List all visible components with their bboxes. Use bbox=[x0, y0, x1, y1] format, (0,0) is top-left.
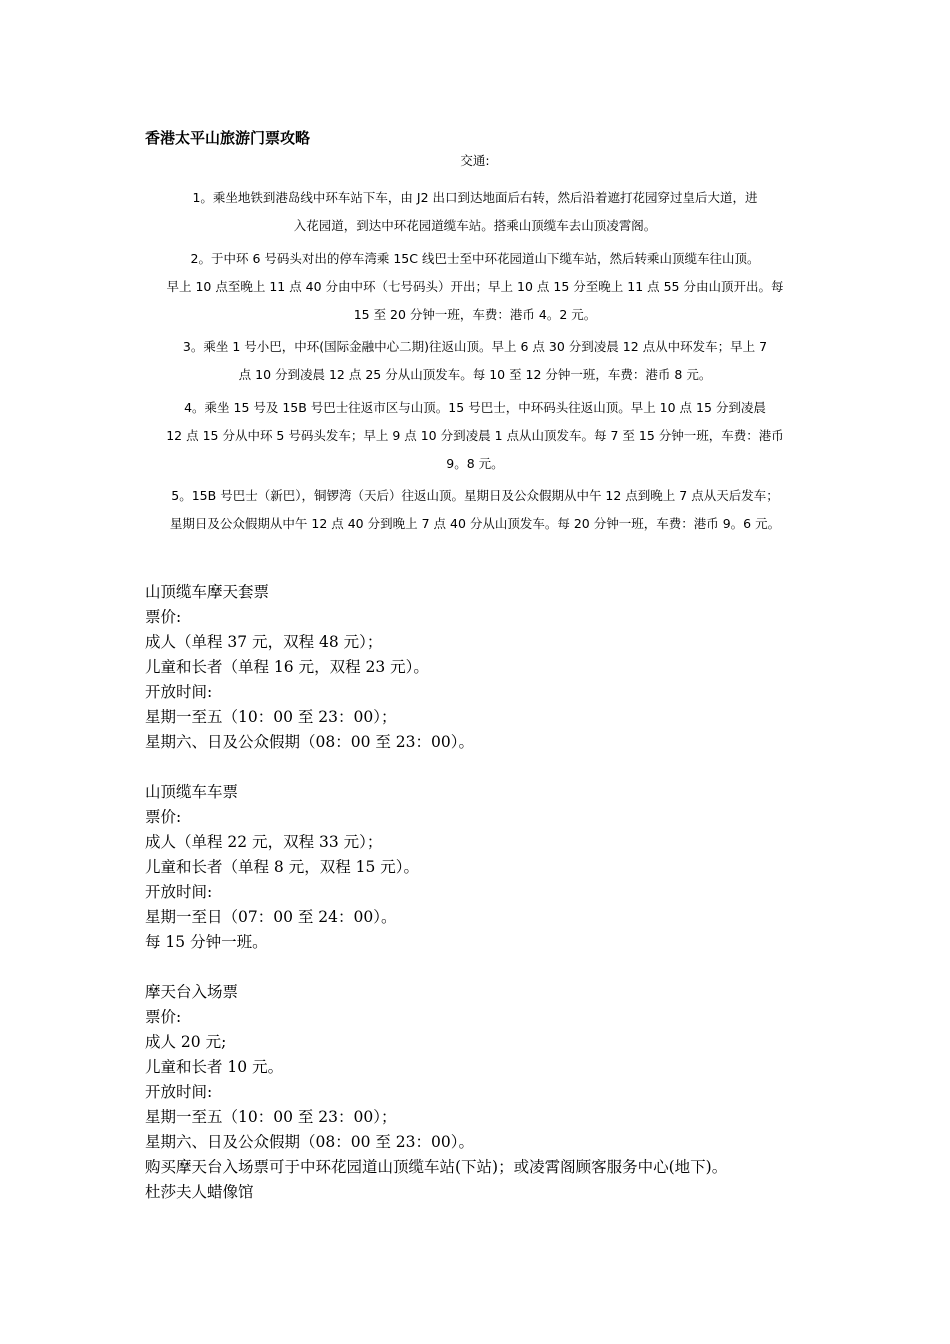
text-line: 儿童和长者（单程 8 元，双程 15 元）。 bbox=[145, 858, 420, 876]
section-heading: 山顶缆车车票 bbox=[145, 783, 239, 801]
text-line: 儿童和长者 10 元。 bbox=[145, 1058, 284, 1076]
text-line: 儿童和长者（单程 16 元，双程 23 元）。 bbox=[145, 658, 429, 676]
text-line: 杜莎夫人蜡像馆 bbox=[145, 1183, 254, 1201]
transport-item-1 bbox=[140, 184, 810, 240]
text-line: 4。乘坐 15 号及 15B 号巴士往返市区与山顶。15 号巴士，中环码头往返山顶。早上 10 点 15 分到凌晨 bbox=[184, 400, 766, 415]
text-line: 3。乘坐 1 号小巴，中环(国际金融中心二期)往返山顶。早上 6 点 30 分到凌晨 12 点从中环发车；早上 7 bbox=[182, 339, 768, 354]
text-line: 2。于中环 6 号码头对出的停车湾乘 15C 线巴士至中环花园道山下缆车站，然后转乘山顶缆车往山顶。 bbox=[190, 251, 760, 266]
text-line: 开放时间: bbox=[145, 1083, 213, 1101]
text-line: 点 10 分到凌晨 12 点 25 分从山顶发车。每 10 至 12 分钟一班，车费：港币 8 元。 bbox=[238, 367, 712, 382]
peak-tram-sky-pass-section bbox=[145, 580, 845, 755]
peak-tram-ticket-section bbox=[145, 780, 845, 955]
document-title: 香港太平山旅游门票攻略 bbox=[145, 129, 311, 147]
text-line: 开放时间: bbox=[145, 683, 213, 701]
transport-label-text: 交通: bbox=[460, 153, 490, 168]
text-line: 成人（单程 37 元，双程 48 元）； bbox=[145, 633, 383, 651]
text-line: 成人（单程 22 元，双程 33 元）； bbox=[145, 833, 383, 851]
text-line: 星期一至五（10：00 至 23：00）； bbox=[145, 1108, 397, 1126]
text-line: 1。乘坐地铁到港岛线中环车站下车，由 J2 出口到达地面后右转，然后沿着遮打花园穿过皇后大道，进 bbox=[192, 190, 758, 205]
transport-item-2 bbox=[140, 245, 810, 329]
text-line: 5。15B 号巴士（新巴），铜锣湾（天后）往返山顶。星期日及公众假期从中午 12 点到晚上 7 点从天后发车； bbox=[171, 488, 779, 503]
text-line: 星期日及公众假期从中午 12 点 40 分到晚上 7 点 40 分从山顶发车。每 20 分钟一班，车费：港币 9。6 元。 bbox=[169, 516, 781, 531]
section-heading: 山顶缆车摩天套票 bbox=[145, 583, 270, 601]
text-line: 票价: bbox=[145, 608, 182, 626]
transport-item-4 bbox=[140, 394, 810, 478]
transport-label bbox=[140, 147, 810, 175]
text-line: 票价: bbox=[145, 808, 182, 826]
text-line: 成人 20 元; bbox=[145, 1033, 227, 1051]
sky-terrace-ticket-section bbox=[145, 980, 845, 1205]
transport-item-3 bbox=[140, 333, 810, 389]
text-line: 早上 10 点至晚上 11 点 40 分由中环（七号码头）开出；早上 10 点 15 分至晚上 11 点 55 分由山顶开出。每 bbox=[166, 279, 784, 294]
transport-item-5 bbox=[140, 482, 810, 538]
text-line: 12 点 15 分从中环 5 号码头发车；早上 9 点 10 分到凌晨 1 点从山顶发车。每 7 至 15 分钟一班，车费：港币 bbox=[166, 428, 784, 443]
text-line: 星期一至五（10：00 至 23：00）； bbox=[145, 708, 397, 726]
text-line: 星期一至日（07：00 至 24：00）。 bbox=[145, 908, 397, 926]
text-line: 每 15 分钟一班。 bbox=[145, 933, 268, 951]
text-line: 15 至 20 分钟一班，车费：港币 4。2 元。 bbox=[353, 307, 597, 322]
text-line: 星期六、日及公众假期（08：00 至 23：00）。 bbox=[145, 733, 474, 751]
section-heading: 摩天台入场票 bbox=[145, 983, 239, 1001]
text-line: 入花园道，到达中环花园道缆车站。搭乘山顶缆车去山顶凌霄阁。 bbox=[293, 218, 657, 233]
text-line: 开放时间: bbox=[145, 883, 213, 901]
text-line: 票价: bbox=[145, 1008, 182, 1026]
text-line: 星期六、日及公众假期（08：00 至 23：00）。 bbox=[145, 1133, 474, 1151]
text-line: 9。8 元。 bbox=[446, 456, 504, 471]
text-line: 购买摩天台入场票可于中环花园道山顶缆车站(下站)；或凌霄阁顾客服务中心(地下)。 bbox=[145, 1158, 728, 1176]
